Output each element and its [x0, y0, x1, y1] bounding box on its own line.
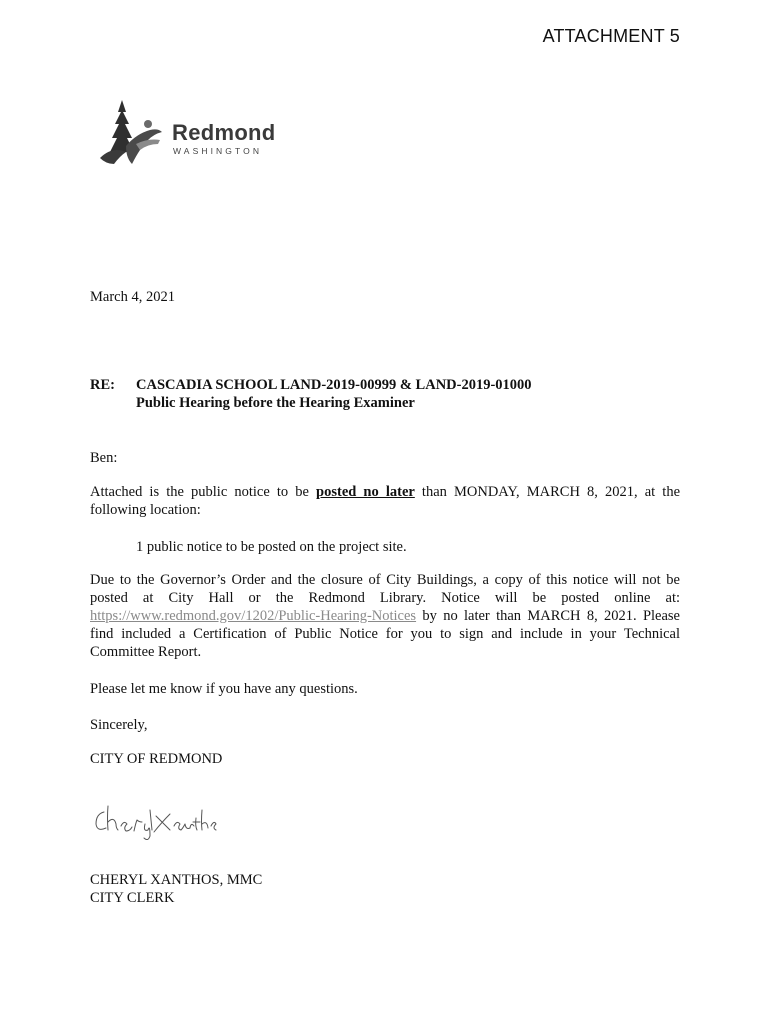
organization: CITY OF REDMOND [90, 751, 223, 767]
notice-item: 1 public notice to be posted on the project site. [136, 539, 407, 555]
re-label: RE: [90, 377, 115, 393]
letter-date: March 4, 2021 [90, 289, 175, 305]
para2-text-after: by no later than MARCH 8, 2021. Please find included a Certification of Public Notice for you to sign and include in your Technical Committee Report. [90, 608, 680, 660]
signer-name: CHERYL XANTHOS, MMC [90, 872, 263, 888]
paragraph-governors-order [90, 571, 680, 661]
signer-title: CITY CLERK [90, 890, 175, 906]
para1-text-after: than MONDAY, MARCH 8, 2021, at the following location: [90, 484, 681, 518]
para1-emphasis: posted no later [316, 484, 415, 500]
re-subject [136, 376, 532, 412]
handwritten-signature [90, 800, 220, 840]
questions-line: Please let me know if you have any questions. [90, 681, 358, 697]
redmond-logo [96, 98, 276, 170]
paragraph-posting-deadline [90, 483, 680, 519]
salutation: Ben: [90, 450, 118, 466]
attachment-label: ATTACHMENT 5 [542, 26, 680, 46]
re-line-1: CASCADIA SCHOOL LAND-2019-00999 & LAND-2019-01000 [136, 377, 532, 393]
logo-name: Redmond [172, 120, 276, 145]
para1-text-before: Attached is the public notice to be [90, 484, 317, 500]
logo-subtitle: WASHINGTON [173, 146, 263, 156]
closing: Sincerely, [90, 717, 148, 733]
redmond-tree-icon [96, 98, 168, 170]
public-hearing-notices-link[interactable]: https://www.redmond.gov/1202/Public-Hearing-Notices [90, 608, 417, 624]
para2-text-before: Due to the Governor’s Order and the closure of City Buildings, a copy of this notice will not be posted at City Hall or the Redmond Library. Notice will be posted online at: [90, 572, 680, 606]
re-line-2: Public Hearing before the Hearing Examiner [136, 395, 415, 411]
